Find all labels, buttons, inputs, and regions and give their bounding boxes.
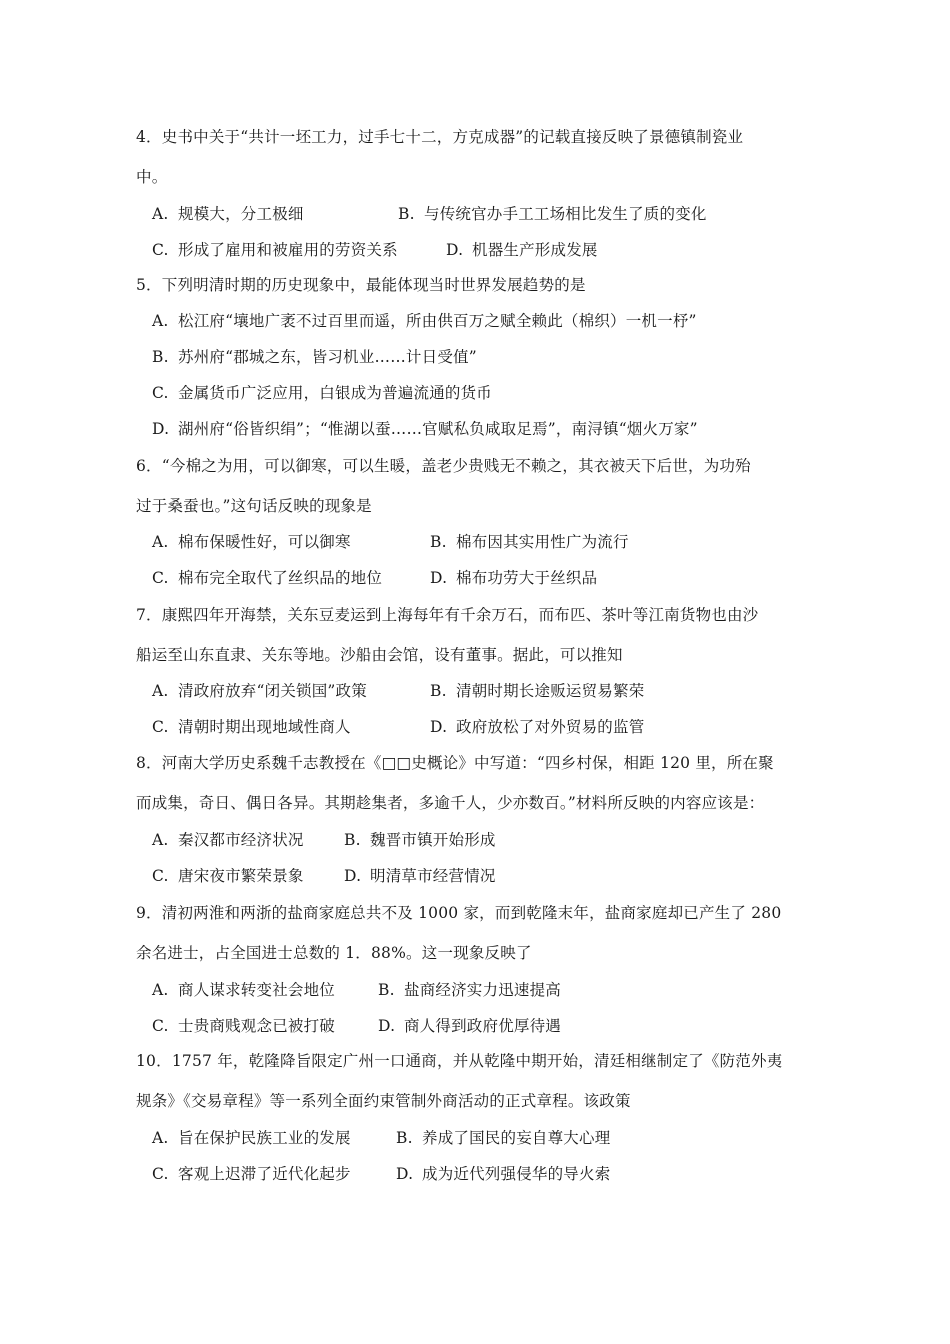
option-letter: C.	[152, 867, 169, 885]
question-4-option-c[interactable]	[152, 240, 398, 260]
question-4-option-a[interactable]	[152, 204, 304, 224]
option-text: 商人谋求转变社会地位	[178, 981, 336, 999]
option-letter: A.	[152, 1129, 169, 1147]
question-8-option-d[interactable]	[344, 866, 496, 886]
option-letter: B.	[396, 1129, 413, 1147]
option-text: 秦汉都市经济状况	[178, 831, 304, 849]
question-10-option-c[interactable]	[152, 1164, 351, 1184]
question-7-option-a[interactable]	[152, 681, 367, 701]
option-letter: A.	[152, 205, 169, 223]
question-4-line-1: 4．史书中关于“共计一坯工力，过手七十二，方克成器”的记载直接反映了景德镇制瓷业	[136, 128, 744, 146]
question-5-line-1: 5．下列明清时期的历史现象中，最能体现当时世界发展趋势的是	[136, 276, 586, 294]
question-9-line-2: 余名进士，占全国进士总数的 1．88%。这一现象反映了	[136, 944, 532, 962]
question-10-option-a[interactable]	[152, 1128, 351, 1148]
question-4-option-b[interactable]	[398, 204, 707, 224]
option-text: 松江府“壤地广袤不过百里而遥，所由供百万之赋全赖此（棉织）一机一杼”	[178, 312, 697, 330]
question-6-line-1: 6．“今棉之为用，可以御寒，可以生暖，盖老少贵贱无不赖之，其衣被天下后世，为功殆	[136, 457, 751, 475]
option-letter: B.	[344, 831, 361, 849]
option-letter: C.	[152, 718, 169, 736]
question-6-option-d[interactable]	[430, 568, 597, 588]
option-text: 金属货币广泛应用，白银成为普遍流通的货币	[178, 384, 493, 402]
option-letter: C.	[152, 241, 169, 259]
option-text: 唐宋夜市繁荣景象	[178, 867, 304, 885]
option-text: 湖州府“俗皆织绢”；“惟湖以蚕……官赋私负咸取足焉”，南浔镇“烟火万家”	[178, 420, 698, 438]
option-letter: D.	[446, 241, 464, 259]
question-6-line-2: 过于桑蚕也。”这句话反映的现象是	[136, 497, 372, 515]
option-letter: D.	[378, 1017, 396, 1035]
option-text: 盐商经济实力迅速提高	[404, 981, 562, 999]
option-text: 棉布完全取代了丝织品的地位	[178, 569, 383, 587]
option-letter: D.	[344, 867, 362, 885]
option-letter: A.	[152, 312, 169, 330]
question-4-line-2: 中。	[136, 168, 168, 186]
question-9-option-c[interactable]	[152, 1016, 335, 1036]
question-7-option-d[interactable]	[430, 717, 644, 737]
question-4-option-d[interactable]	[446, 240, 598, 260]
option-letter: B.	[398, 205, 415, 223]
option-text: 商人得到政府优厚待遇	[404, 1017, 562, 1035]
option-text: 明清草市经营情况	[370, 867, 496, 885]
option-letter: B.	[430, 533, 447, 551]
option-letter: A.	[152, 533, 169, 551]
question-6-option-a[interactable]	[152, 532, 351, 552]
question-10-option-d[interactable]	[396, 1164, 610, 1184]
option-letter: B.	[378, 981, 395, 999]
question-7-option-c[interactable]	[152, 717, 351, 737]
question-5-option-c[interactable]	[152, 383, 492, 403]
question-5-option-d[interactable]	[152, 419, 698, 439]
question-10-option-b[interactable]	[396, 1128, 610, 1148]
option-letter: A.	[152, 682, 169, 700]
option-text: 清朝时期出现地域性商人	[178, 718, 351, 736]
question-5-option-b[interactable]	[152, 347, 477, 367]
question-6-option-b[interactable]	[430, 532, 629, 552]
option-text: 规模大，分工极细	[178, 205, 304, 223]
option-text: 棉布保暖性好，可以御寒	[178, 533, 351, 551]
question-7-line-2: 船运至山东直隶、关东等地。沙船由会馆，设有董事。据此，可以推知	[136, 646, 623, 664]
option-text: 政府放松了对外贸易的监管	[456, 718, 645, 736]
question-9-line-1: 9．清初两淮和两浙的盐商家庭总共不及 1000 家，而到乾隆末年，盐商家庭却已产生了 280	[136, 904, 782, 922]
option-text: 棉布功劳大于丝织品	[456, 569, 598, 587]
question-8-line-2: 而成集，奇日、偶日各异。其期趁集者，多逾千人，少亦数百。”材料所反映的内容应该是：	[136, 794, 765, 812]
question-8-option-a[interactable]	[152, 830, 304, 850]
option-letter: D.	[430, 569, 448, 587]
question-10-line-2: 规条》《交易章程》等一系列全面约束管制外商活动的正式章程。该政策	[136, 1092, 631, 1110]
option-letter: B.	[430, 682, 447, 700]
option-letter: A.	[152, 831, 169, 849]
question-8-option-b[interactable]	[344, 830, 496, 850]
option-text: 旨在保护民族工业的发展	[178, 1129, 351, 1147]
option-text: 清政府放弃“闭关锁国”政策	[178, 682, 367, 700]
option-letter: C.	[152, 1165, 169, 1183]
option-letter: C.	[152, 384, 169, 402]
option-text: 魏晋市镇开始形成	[370, 831, 496, 849]
question-8-option-c[interactable]	[152, 866, 304, 886]
option-text: 与传统官办手工工场相比发生了质的变化	[424, 205, 707, 223]
option-text: 形成了雇用和被雇用的劳资关系	[178, 241, 398, 259]
option-letter: B.	[152, 348, 169, 366]
option-letter: C.	[152, 569, 169, 587]
question-9-option-b[interactable]	[378, 980, 561, 1000]
option-text: 成为近代列强侵华的导火索	[422, 1165, 611, 1183]
option-text: 客观上迟滞了近代化起步	[178, 1165, 351, 1183]
option-text: 清朝时期长途贩运贸易繁荣	[456, 682, 645, 700]
question-7-line-1: 7．康熙四年开海禁，关东豆麦运到上海每年有千余万石，而布匹、茶叶等江南货物也由沙	[136, 606, 759, 624]
option-letter: C.	[152, 1017, 169, 1035]
question-5-option-a[interactable]	[152, 311, 697, 331]
question-10-line-1: 10．1757 年，乾隆降旨限定广州一口通商，并从乾隆中期开始，清廷相继制定了《防范外夷	[136, 1052, 783, 1070]
option-letter: D.	[152, 420, 170, 438]
question-8-line-1: 8．河南大学历史系魏千志教授在《□□史概论》中写道：“四乡村保，相距 120 里，所在聚	[136, 754, 774, 772]
question-9-option-d[interactable]	[378, 1016, 561, 1036]
option-letter: D.	[430, 718, 448, 736]
option-letter: D.	[396, 1165, 414, 1183]
option-text: 苏州府“郡城之东，皆习机业……计日受值”	[178, 348, 477, 366]
option-text: 机器生产形成发展	[472, 241, 598, 259]
question-6-option-c[interactable]	[152, 568, 382, 588]
option-text: 棉布因其实用性广为流行	[456, 533, 629, 551]
option-letter: A.	[152, 981, 169, 999]
option-text: 士贵商贱观念已被打破	[178, 1017, 336, 1035]
question-9-option-a[interactable]	[152, 980, 335, 1000]
option-text: 养成了国民的妄自尊大心理	[422, 1129, 611, 1147]
question-7-option-b[interactable]	[430, 681, 644, 701]
